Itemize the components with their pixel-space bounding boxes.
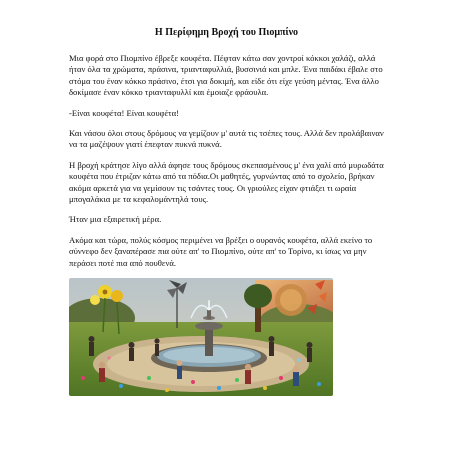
- document-title: Η Περίφημη Βροχή του Πιομπίνο: [154, 27, 299, 38]
- paragraph-4: Η βροχή κράτησε λίγο αλλά άφησε τους δρόμους σκεπασμένους μ' ένα χαλί από μυρωδάτα κουφέτα που έτριζαν κάτω από τα πόδια.Οι μαθητές, γυρνώντας από το σχολείο, βρήκαν ακόμα αρκετά για να γεμίσουν τις τσάντες τους. Οι γριούλες είχαν φτιάξει τι ωραία μπογαλάκια με τα κεφαλομάντηλά τους.: [69, 159, 384, 205]
- paragraph-3: Και νάσου όλοι στους δρόμους να γεμίζουν μ' αυτά τις τσέπες τους. Αλλά δεν προλάβαιναν να τα μαζέψουν γιατί έπεφταν πυκνά πυκνά.: [69, 128, 384, 150]
- paragraph-5: Ήταν μια εξαιρετική μέρα.: [69, 214, 162, 225]
- paragraph-2: -Είναι κουφέτα! Είναι κουφέτα!: [69, 107, 179, 118]
- story-text: [69, 53, 389, 278]
- collage-illustration: [69, 278, 333, 396]
- fountain-collage-image: [69, 278, 333, 396]
- paragraph-1: Μια φορά στο Πιομπίνο έβρεξε κουφέτα. Πέφταν κάτω σαν χοντροί κόκκοι χαλάζι, αλλά ήταν όλα τα χρώματα, πράσινα, τριανταφυλλιά, βυσσινιά και μπλε. Ένα παιδάκι έβαλε στο στόμα του έναν κόκκο πράσινο, έτσι για δοκιμή, και είδε ότι είχε γεύση μέντας. Ένα άλλο δοκίμασε έναν κόκκο τριανταφυλλί και έμοιαζε φράουλα.: [69, 53, 383, 98]
- paragraph-6: Ακόμα και τώρα, πολύς κόσμος περιμένει να βρέξει ο ουρανός κουφέτα, αλλά εκείνο το σύννεφο δεν ξαναπέρασε πια ούτε απ' το Πιομπίνο, ούτε απ' το Τορίνο, κι ίσως να μην περάσει ποτέ πια από πουθενά.: [69, 234, 373, 268]
